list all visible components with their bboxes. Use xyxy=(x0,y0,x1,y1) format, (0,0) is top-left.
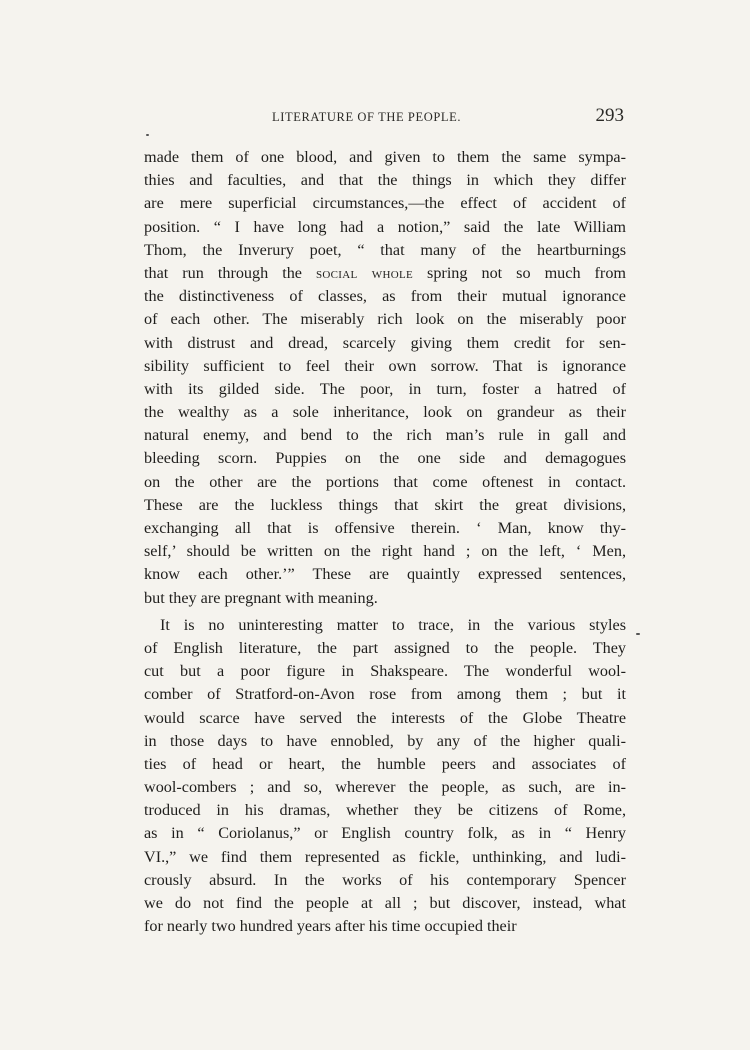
text-line: thies and faculties, and that the things in which they differ xyxy=(144,171,626,190)
text-fragment: spring not so much from xyxy=(413,263,626,282)
paragraph xyxy=(144,146,626,610)
text-line: exchanging all that is offensive therein. ‘ Man, know thy- xyxy=(144,519,626,537)
text-line: VI.,” we find them represented as fickle, unthinking, and ludi- xyxy=(144,847,626,866)
text-line: self,’ should be written on the right hand ; on the left, ‘ Men, xyxy=(144,542,626,561)
text-line: crously absurd. In the works of his contemporary Spencer xyxy=(144,870,626,889)
text-line: cut but a poor figure in Shakspeare. The wonderful wool- xyxy=(144,662,626,681)
text-line: natural enemy, and bend to the rich man’s rule in gall and xyxy=(144,426,626,445)
text-line: are mere superficial circumstances,—the effect of accident of xyxy=(144,194,626,213)
small-caps-phrase: social whole xyxy=(315,263,414,282)
text-line: would scarce have served the interests of the Globe Theatre xyxy=(144,708,626,727)
text-fragment: that run through the xyxy=(144,263,316,282)
text-line: These are the luckless things that skirt the great divisions, xyxy=(144,495,626,514)
paragraph xyxy=(144,614,626,939)
text-line: comber of Stratford-on-Avon rose from among them ; but it xyxy=(144,685,626,704)
text-line: Thom, the Inverury poet, “ that many of the heartburnings xyxy=(144,240,626,259)
text-line: of each other. The miserably rich look on the miserably poor xyxy=(144,310,626,329)
page-number: 293 xyxy=(595,105,624,126)
text-line: in those days to have ennobled, by any of the higher quali- xyxy=(144,731,626,750)
text-line: but they are pregnant with meaning. xyxy=(144,588,378,607)
text-line: for nearly two hundred years after his time occupied their xyxy=(144,917,517,936)
body-text xyxy=(144,146,626,938)
print-speck xyxy=(146,134,149,136)
text-line: know each other.’” These are quaintly expressed sentences, xyxy=(144,565,626,584)
text-line: ties of head or heart, the humble peers and associates of xyxy=(144,754,626,773)
text-line: we do not find the people at all ; but discover, instead, what xyxy=(144,894,626,912)
running-head xyxy=(144,107,626,131)
text-line: It is no uninteresting matter to trace, in the various styles xyxy=(160,615,626,634)
text-line xyxy=(144,262,626,285)
text-line: with its gilded side. The poor, in turn, foster a hatred of xyxy=(144,379,626,398)
running-title: LITERATURE OF THE PEOPLE. xyxy=(272,110,462,124)
text-line: wool-combers ; and so, wherever the people, as such, are in- xyxy=(144,778,626,797)
text-line: troduced in his dramas, whether they be citizens of Rome, xyxy=(144,801,626,820)
text-line: bleeding scorn. Puppies on the one side and demagogues xyxy=(144,449,626,468)
text-line: of English literature, the part assigned to the people. They xyxy=(144,638,626,657)
text-line: on the other are the portions that come oftenest in contact. xyxy=(144,472,626,491)
print-speck xyxy=(636,633,640,635)
text-line: position. “ I have long had a notion,” said the late William xyxy=(144,217,626,236)
text-line: as in “ Coriolanus,” or English country folk, as in “ Henry xyxy=(144,824,626,843)
text-line: sibility sufficient to feel their own sorrow. That is ignorance xyxy=(144,356,626,375)
text-line: the distinctiveness of classes, as from their mutual ignorance xyxy=(144,287,626,306)
text-line: made them of one blood, and given to them the same sympa- xyxy=(144,148,626,166)
text-line: the wealthy as a sole inheritance, look on grandeur as their xyxy=(144,403,626,422)
text-line: with distrust and dread, scarcely giving them credit for sen- xyxy=(144,333,626,352)
